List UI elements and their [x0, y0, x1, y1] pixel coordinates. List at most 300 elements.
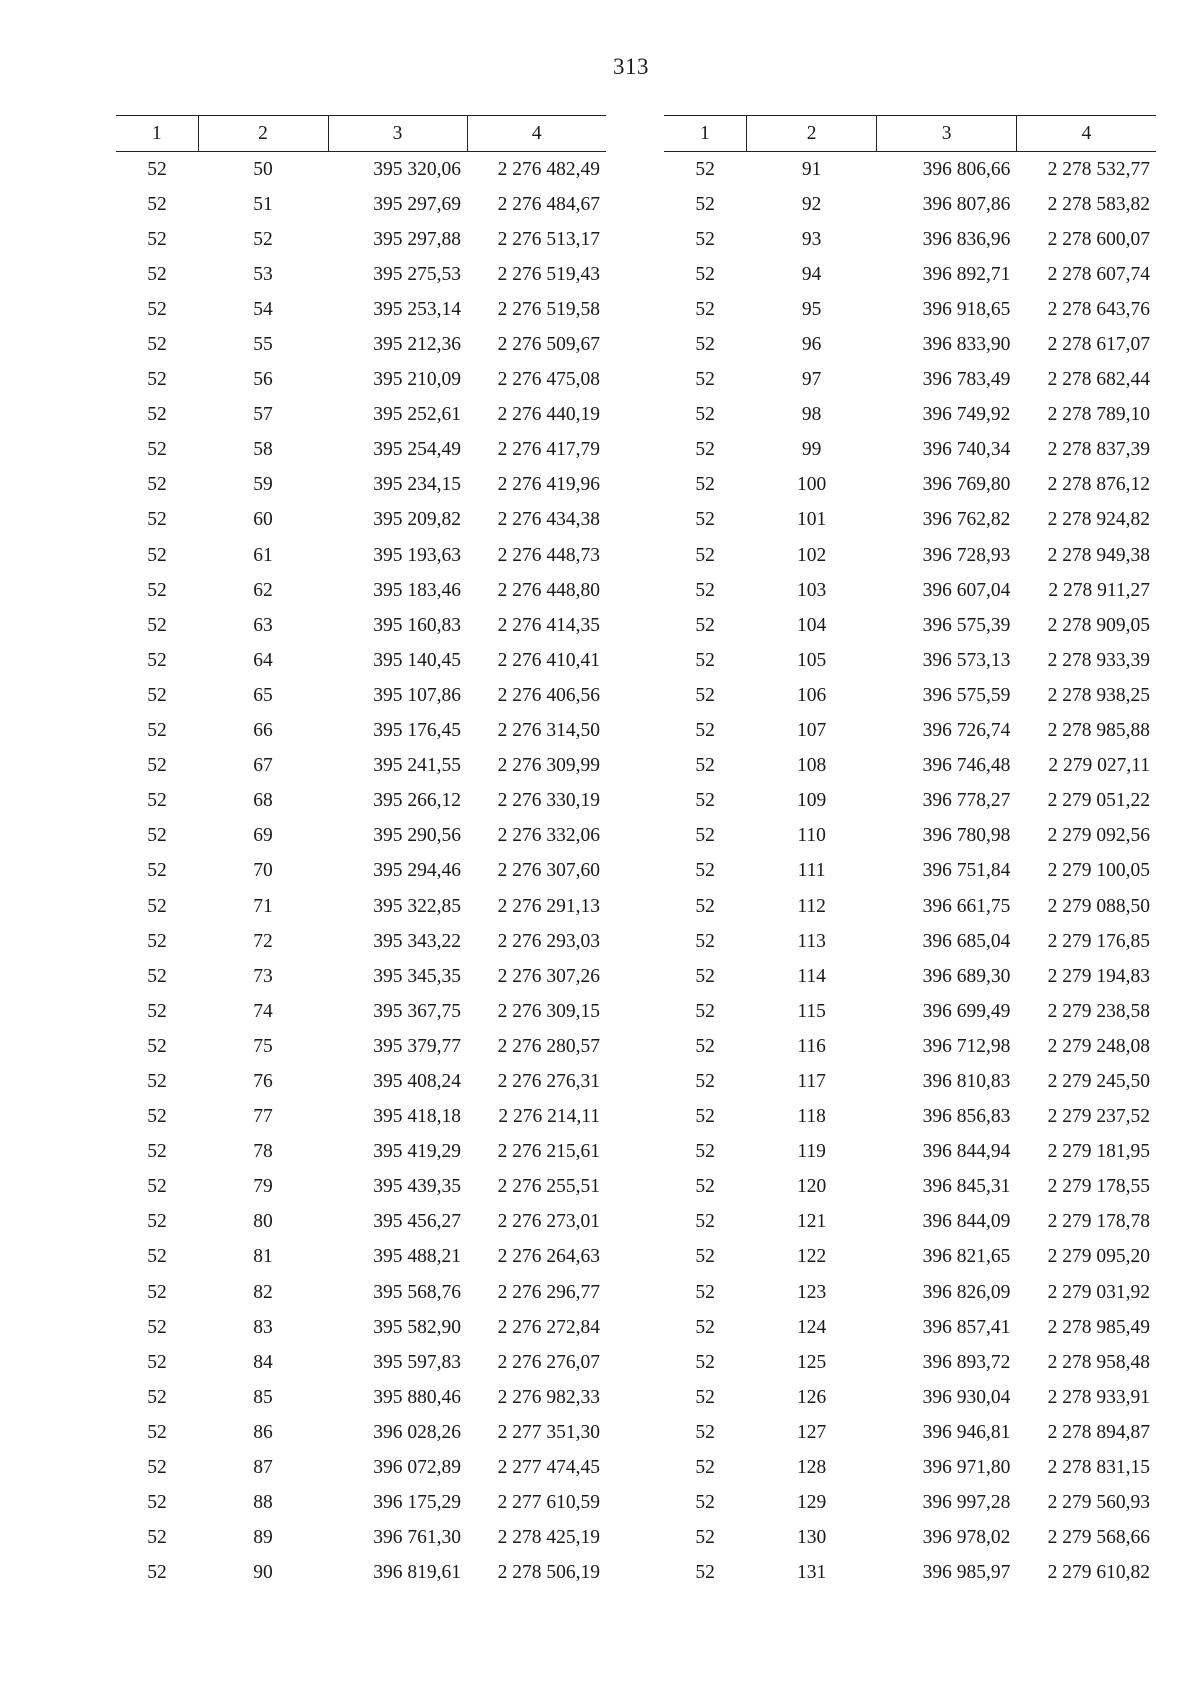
table-cell-col1: 52 — [147, 579, 167, 601]
table-row — [664, 784, 1156, 819]
table-cell-col3: 396 892,71 — [922, 263, 1011, 285]
table-cell-col1: 52 — [695, 614, 715, 636]
table-cell-col1: 52 — [695, 369, 715, 391]
table-cell-col4: 2 278 985,88 — [1047, 720, 1150, 742]
table-cell-col4: 2 276 255,51 — [497, 1176, 600, 1198]
table-cell-col1: 52 — [695, 1562, 715, 1584]
table-cell-col2: 119 — [797, 1141, 826, 1163]
table-cell-col2: 62 — [253, 579, 273, 601]
table-cell-col1: 52 — [695, 439, 715, 461]
table-cell-col4: 2 278 933,91 — [1047, 1386, 1150, 1408]
table-cell-col4: 2 279 095,20 — [1047, 1246, 1150, 1268]
table-cell-col1: 52 — [147, 1035, 167, 1057]
table-cell-col1: 52 — [147, 649, 167, 671]
table-cell-col4: 2 279 237,52 — [1047, 1106, 1150, 1128]
table-cell-col2: 129 — [796, 1492, 827, 1514]
table-cell-col3: 396 175,29 — [373, 1492, 461, 1514]
table-row — [116, 994, 606, 1029]
table-cell-col2: 131 — [796, 1562, 827, 1584]
table-row — [664, 1170, 1156, 1205]
table-cell-col4: 2 276 330,19 — [497, 790, 600, 812]
table-cell-col4: 2 276 264,63 — [497, 1246, 600, 1268]
table-row — [664, 187, 1156, 222]
table-row — [664, 1029, 1156, 1064]
table-cell-col1: 52 — [147, 860, 167, 882]
column-header-4: 4 — [467, 116, 606, 152]
table-cell-col4: 2 276 414,35 — [497, 614, 600, 636]
table-cell-col4: 2 279 178,78 — [1047, 1211, 1150, 1233]
table-cell-col4: 2 278 909,05 — [1047, 614, 1150, 636]
table-cell-col3: 396 833,90 — [922, 334, 1011, 356]
table-cell-col3: 396 807,86 — [922, 193, 1011, 215]
table-cell-col2: 55 — [253, 334, 273, 356]
table-cell-col4: 2 279 051,22 — [1047, 790, 1150, 812]
table-row — [664, 1240, 1156, 1275]
table-row — [664, 1556, 1156, 1591]
table-cell-col2: 64 — [253, 649, 273, 671]
table-cell-col1: 52 — [147, 930, 167, 952]
table-cell-col1: 52 — [147, 439, 167, 461]
table-cell-col2: 100 — [796, 474, 827, 496]
table-cell-col1: 52 — [695, 334, 715, 356]
table-cell-col2: 123 — [796, 1281, 827, 1303]
table-cell-col4: 2 279 194,83 — [1047, 965, 1150, 987]
table-cell-col4: 2 276 293,03 — [497, 930, 600, 952]
table-cell-col4: 2 278 911,27 — [1048, 579, 1150, 601]
table-cell-col3: 395 367,75 — [373, 1000, 461, 1022]
table-cell-col3: 396 978,02 — [922, 1527, 1011, 1549]
table-cell-col2: 79 — [253, 1176, 273, 1198]
table-cell-col4: 2 276 448,80 — [497, 579, 600, 601]
table-cell-col1: 52 — [695, 193, 715, 215]
table-cell-col3: 396 685,04 — [922, 930, 1011, 952]
table-cell-col2: 93 — [801, 228, 822, 250]
table-cell-col1: 52 — [695, 1141, 715, 1163]
table-cell-col4: 2 279 176,85 — [1047, 930, 1150, 952]
table-cell-col3: 396 856,83 — [922, 1106, 1011, 1128]
table-cell-col4: 2 276 417,79 — [497, 439, 600, 461]
table-cell-col3: 395 297,69 — [373, 193, 461, 215]
table-cell-col4: 2 276 410,41 — [497, 649, 600, 671]
table-cell-col4: 2 278 894,87 — [1047, 1421, 1150, 1443]
table-cell-col2: 50 — [253, 158, 273, 180]
table-cell-col4: 2 276 982,33 — [497, 1386, 600, 1408]
table-cell-col3: 395 582,90 — [373, 1316, 461, 1338]
table-cell-col2: 76 — [253, 1070, 273, 1092]
table-cell-col2: 103 — [796, 579, 827, 601]
table-row — [116, 222, 606, 257]
table-row — [116, 292, 606, 327]
table-row — [664, 327, 1156, 362]
table-row — [664, 538, 1156, 573]
table-cell-col1: 52 — [147, 544, 167, 566]
table-cell-col1: 52 — [147, 1070, 167, 1092]
table-cell-col4: 2 276 482,49 — [497, 158, 600, 180]
table-cell-col1: 52 — [695, 1421, 715, 1443]
table-row — [116, 819, 606, 854]
table-cell-col4: 2 276 214,11 — [498, 1106, 600, 1128]
table-row — [664, 714, 1156, 749]
table-cell-col4: 2 276 291,13 — [497, 895, 600, 917]
table-row — [664, 1135, 1156, 1170]
table-cell-col1: 52 — [695, 404, 715, 426]
table-cell-col3: 396 689,30 — [922, 965, 1011, 987]
table-cell-col2: 99 — [801, 439, 822, 461]
table-cell-col1: 52 — [147, 1176, 167, 1198]
table-cell-col2: 92 — [801, 193, 822, 215]
table-cell-col3: 396 844,09 — [922, 1211, 1011, 1233]
table-cell-col4: 2 279 027,11 — [1048, 755, 1150, 777]
table-cell-col3: 395 209,82 — [373, 509, 461, 531]
table-cell-col3: 396 762,82 — [922, 509, 1011, 531]
table-cell-col3: 395 107,86 — [373, 684, 461, 706]
column-header-1: 1 — [664, 116, 746, 152]
table-row — [116, 1205, 606, 1240]
table-cell-col1: 52 — [147, 614, 167, 636]
table-row — [664, 1064, 1156, 1099]
table-cell-col2: 90 — [253, 1562, 273, 1584]
table-cell-col1: 52 — [147, 298, 167, 320]
table-cell-col3: 395 193,63 — [373, 544, 461, 566]
table-cell-col2: 52 — [253, 228, 273, 250]
table-cell-col4: 2 276 484,67 — [497, 193, 600, 215]
table-row — [664, 1450, 1156, 1485]
table-cell-col2: 58 — [253, 439, 273, 461]
table-row — [664, 398, 1156, 433]
table-cell-col2: 57 — [253, 404, 273, 426]
table-cell-col4: 2 278 425,19 — [497, 1527, 600, 1549]
table-row — [116, 854, 606, 889]
table-cell-col3: 396 575,39 — [922, 614, 1011, 636]
table-cell-col2: 61 — [253, 544, 273, 566]
table-cell-col4: 2 278 831,15 — [1047, 1457, 1150, 1479]
table-cell-col4: 2 276 280,57 — [497, 1035, 600, 1057]
table-row — [664, 1415, 1156, 1450]
table-cell-col2: 126 — [796, 1386, 827, 1408]
table-cell-col3: 396 740,34 — [922, 439, 1011, 461]
table-cell-col1: 52 — [695, 544, 715, 566]
table-cell-col2: 65 — [253, 684, 273, 706]
table-cell-col2: 95 — [801, 298, 822, 320]
table-cell-col1: 52 — [147, 1562, 167, 1584]
table-cell-col2: 96 — [801, 334, 822, 356]
table-row — [664, 1521, 1156, 1556]
table-cell-col2: 80 — [253, 1211, 273, 1233]
table-cell-col1: 52 — [695, 1281, 715, 1303]
table-row — [116, 1415, 606, 1450]
table-cell-col2: 69 — [253, 825, 273, 847]
table-cell-col1: 52 — [147, 1351, 167, 1373]
table-row — [664, 608, 1156, 643]
table-row — [664, 1310, 1156, 1345]
table-cell-col1: 52 — [147, 684, 167, 706]
table-cell-col3: 396 893,72 — [922, 1351, 1011, 1373]
table-row — [116, 257, 606, 292]
table-cell-col3: 395 275,53 — [373, 263, 461, 285]
table-cell-col2: 59 — [253, 474, 273, 496]
table-cell-col1: 52 — [695, 1000, 715, 1022]
table-row — [116, 924, 606, 959]
table-cell-col1: 52 — [147, 474, 167, 496]
table-row — [664, 1100, 1156, 1135]
table-cell-col2: 68 — [253, 790, 273, 812]
table-cell-col1: 52 — [695, 1316, 715, 1338]
table-cell-col1: 52 — [147, 1211, 167, 1233]
table-cell-col4: 2 278 789,10 — [1047, 404, 1150, 426]
table-cell-col4: 2 277 474,45 — [497, 1457, 600, 1479]
table-cell-col3: 396 607,04 — [922, 579, 1011, 601]
table-cell-col2: 128 — [796, 1457, 827, 1479]
table-cell-col2: 124 — [796, 1316, 827, 1338]
page-number: 313 — [613, 54, 649, 79]
table-cell-col4: 2 277 351,30 — [497, 1421, 600, 1443]
table-row — [664, 1380, 1156, 1415]
table-cell-col3: 395 297,88 — [373, 228, 461, 250]
table-cell-col1: 52 — [695, 684, 715, 706]
table-cell-col2: 88 — [253, 1492, 273, 1514]
table-cell-col3: 396 918,65 — [922, 298, 1011, 320]
table-cell-col2: 60 — [253, 509, 273, 531]
table-cell-col4: 2 276 307,26 — [497, 965, 600, 987]
table-cell-col3: 396 826,09 — [922, 1281, 1011, 1303]
table-cell-col3: 396 985,97 — [922, 1562, 1011, 1584]
table-cell-col2: 56 — [253, 369, 273, 391]
table-cell-col3: 396 028,26 — [373, 1421, 461, 1443]
table-cell-col4: 2 278 837,39 — [1047, 439, 1150, 461]
table-cell-col2: 117 — [797, 1070, 826, 1092]
table-cell-col4: 2 278 583,82 — [1047, 193, 1150, 215]
table-cell-col2: 83 — [253, 1316, 273, 1338]
table-cell-col1: 52 — [147, 1106, 167, 1128]
table-cell-col3: 395 379,77 — [373, 1035, 461, 1057]
column-header-4: 4 — [1016, 116, 1156, 152]
table-cell-col3: 395 241,55 — [373, 755, 461, 777]
table-cell-col1: 52 — [695, 1351, 715, 1373]
table-row — [116, 889, 606, 924]
table-cell-col2: 72 — [253, 930, 273, 952]
table-row — [664, 819, 1156, 854]
table-cell-col4: 2 278 933,39 — [1047, 649, 1150, 671]
table-row — [116, 714, 606, 749]
table-cell-col4: 2 279 610,82 — [1047, 1562, 1150, 1584]
table-cell-col3: 395 418,18 — [373, 1106, 461, 1128]
table-cell-col3: 395 439,35 — [373, 1176, 461, 1198]
table-cell-col1: 52 — [695, 579, 715, 601]
table-cell-col2: 82 — [253, 1281, 273, 1303]
table-cell-col2: 77 — [253, 1106, 273, 1128]
table-cell-col2: 120 — [796, 1176, 827, 1198]
table-cell-col1: 52 — [147, 1492, 167, 1514]
table-cell-col4: 2 278 876,12 — [1047, 474, 1150, 496]
table-cell-col3: 395 160,83 — [373, 614, 461, 636]
table-cell-col3: 396 806,66 — [922, 158, 1011, 180]
table-cell-col3: 395 488,21 — [373, 1246, 461, 1268]
table-cell-col3: 396 699,49 — [922, 1000, 1011, 1022]
table-cell-col1: 52 — [147, 790, 167, 812]
table-cell-col2: 74 — [253, 1000, 273, 1022]
table-cell-col2: 106 — [796, 684, 827, 706]
table-cell-col1: 52 — [695, 228, 715, 250]
table-cell-col4: 2 276 309,99 — [497, 755, 600, 777]
table-cell-col3: 396 661,75 — [922, 895, 1011, 917]
table-cell-col4: 2 279 245,50 — [1047, 1070, 1150, 1092]
table-cell-col3: 395 253,14 — [373, 298, 461, 320]
table-cell-col2: 107 — [796, 720, 827, 742]
table-row — [116, 1170, 606, 1205]
table-cell-col4: 2 279 092,56 — [1047, 825, 1150, 847]
table-cell-col1: 52 — [147, 1000, 167, 1022]
table-cell-col3: 396 836,96 — [922, 228, 1011, 250]
table-row — [664, 959, 1156, 994]
table-cell-col4: 2 276 332,06 — [497, 825, 600, 847]
table-cell-col4: 2 279 031,92 — [1047, 1281, 1150, 1303]
table-cell-col3: 396 821,65 — [922, 1246, 1011, 1268]
table-cell-col1: 52 — [695, 965, 715, 987]
table-cell-col1: 52 — [695, 1070, 715, 1092]
table-cell-col3: 395 456,27 — [373, 1211, 461, 1233]
table-row — [116, 1380, 606, 1415]
table-cell-col2: 115 — [797, 1000, 826, 1022]
table-cell-col1: 52 — [147, 895, 167, 917]
table-cell-col1: 52 — [695, 1106, 715, 1128]
table-cell-col3: 396 575,59 — [922, 684, 1011, 706]
table-cell-col4: 2 278 938,25 — [1047, 684, 1150, 706]
table-cell-col1: 52 — [695, 1457, 715, 1479]
table-cell-col2: 125 — [796, 1351, 827, 1373]
table-row — [664, 433, 1156, 468]
table-row — [116, 1275, 606, 1310]
table-row — [664, 503, 1156, 538]
table-row — [116, 608, 606, 643]
table-cell-col1: 52 — [147, 369, 167, 391]
table-row — [116, 1240, 606, 1275]
table-cell-col2: 71 — [253, 895, 273, 917]
table-cell-col2: 108 — [796, 755, 827, 777]
table-row — [116, 1486, 606, 1521]
table-cell-col4: 2 279 181,95 — [1047, 1141, 1150, 1163]
table-row — [116, 187, 606, 222]
table-cell-col1: 52 — [147, 158, 167, 180]
table-row — [116, 1135, 606, 1170]
table-row — [664, 257, 1156, 292]
table-row — [664, 749, 1156, 784]
table-cell-col3: 395 343,22 — [373, 930, 461, 952]
table-row — [664, 854, 1156, 889]
table-cell-col3: 395 266,12 — [373, 790, 461, 812]
table-cell-col1: 52 — [147, 509, 167, 531]
table-cell-col4: 2 278 949,38 — [1047, 544, 1150, 566]
table-cell-col4: 2 278 600,07 — [1047, 228, 1150, 250]
table-row — [664, 678, 1156, 713]
table-cell-col4: 2 276 296,77 — [497, 1281, 600, 1303]
table-cell-col3: 395 140,45 — [373, 649, 461, 671]
table-cell-col1: 52 — [147, 1246, 167, 1268]
table-cell-col2: 116 — [797, 1035, 826, 1057]
table-cell-col2: 53 — [253, 263, 273, 285]
table-cell-col2: 102 — [796, 544, 827, 566]
table-cell-col2: 81 — [253, 1246, 273, 1268]
table-cell-col4: 2 276 475,08 — [497, 369, 600, 391]
table-cell-col2: 91 — [801, 158, 822, 180]
table-row — [116, 433, 606, 468]
table-cell-col3: 396 072,89 — [373, 1457, 461, 1479]
table-cell-col1: 52 — [147, 193, 167, 215]
table-cell-col2: 84 — [253, 1351, 273, 1373]
table-cell-col3: 395 212,36 — [373, 334, 461, 356]
table-cell-col4: 2 279 178,55 — [1047, 1176, 1150, 1198]
table-header-row — [116, 116, 606, 152]
table-cell-col2: 122 — [796, 1246, 827, 1268]
table-row — [116, 1345, 606, 1380]
table-cell-col4: 2 276 406,56 — [497, 684, 600, 706]
table-cell-col3: 395 294,46 — [373, 860, 461, 882]
table-cell-col2: 75 — [253, 1035, 273, 1057]
table-cell-col3: 395 254,49 — [373, 439, 461, 461]
table-cell-col4: 2 278 532,77 — [1047, 158, 1150, 180]
table-cell-col2: 63 — [253, 614, 273, 636]
table-cell-col1: 52 — [695, 790, 715, 812]
table-cell-col2: 85 — [253, 1386, 273, 1408]
table-row — [116, 643, 606, 678]
table-cell-col4: 2 279 248,08 — [1047, 1035, 1150, 1057]
table-cell-col2: 66 — [253, 720, 273, 742]
table-cell-col3: 396 712,98 — [922, 1035, 1011, 1057]
table-cell-col3: 396 728,93 — [922, 544, 1011, 566]
table-row — [116, 1029, 606, 1064]
table-cell-col1: 52 — [695, 1386, 715, 1408]
table-cell-col1: 52 — [695, 930, 715, 952]
table-cell-col3: 395 597,83 — [373, 1351, 461, 1373]
table-cell-col4: 2 276 440,19 — [497, 404, 600, 426]
table-cell-col4: 2 276 419,96 — [497, 474, 600, 496]
table-cell-col2: 127 — [796, 1421, 827, 1443]
table-row — [116, 959, 606, 994]
table-cell-col3: 395 568,76 — [373, 1281, 461, 1303]
table-cell-col3: 395 183,46 — [373, 579, 461, 601]
table-cell-col4: 2 277 610,59 — [497, 1492, 600, 1514]
table-cell-col2: 111 — [797, 860, 826, 882]
table-row — [116, 1450, 606, 1485]
table-row — [116, 327, 606, 362]
table-cell-col1: 52 — [695, 895, 715, 917]
table-row — [664, 573, 1156, 608]
table-cell-col3: 395 320,06 — [373, 158, 461, 180]
table-cell-col4: 2 276 513,17 — [497, 228, 600, 250]
table-cell-col3: 396 749,92 — [922, 404, 1011, 426]
table-cell-col4: 2 276 307,60 — [497, 860, 600, 882]
table-cell-col1: 52 — [695, 158, 715, 180]
table-cell-col4: 2 278 924,82 — [1047, 509, 1150, 531]
table-cell-col2: 113 — [797, 930, 826, 952]
table-cell-col3: 396 819,61 — [373, 1562, 461, 1584]
table-row — [116, 749, 606, 784]
table-cell-col2: 118 — [797, 1106, 826, 1128]
table-cell-col1: 52 — [695, 298, 715, 320]
table-cell-col2: 94 — [801, 263, 822, 285]
table-cell-col1: 52 — [147, 755, 167, 777]
table-cell-col3: 396 930,04 — [922, 1386, 1011, 1408]
table-row — [664, 222, 1156, 257]
table-cell-col1: 52 — [147, 228, 167, 250]
table-cell-col2: 114 — [797, 965, 826, 987]
table-row — [116, 538, 606, 573]
table-cell-col3: 396 845,31 — [922, 1176, 1011, 1198]
table-row — [664, 1275, 1156, 1310]
table-cell-col1: 52 — [695, 825, 715, 847]
table-cell-col2: 89 — [253, 1527, 273, 1549]
table-row — [116, 1064, 606, 1099]
table-cell-col1: 52 — [695, 1492, 715, 1514]
